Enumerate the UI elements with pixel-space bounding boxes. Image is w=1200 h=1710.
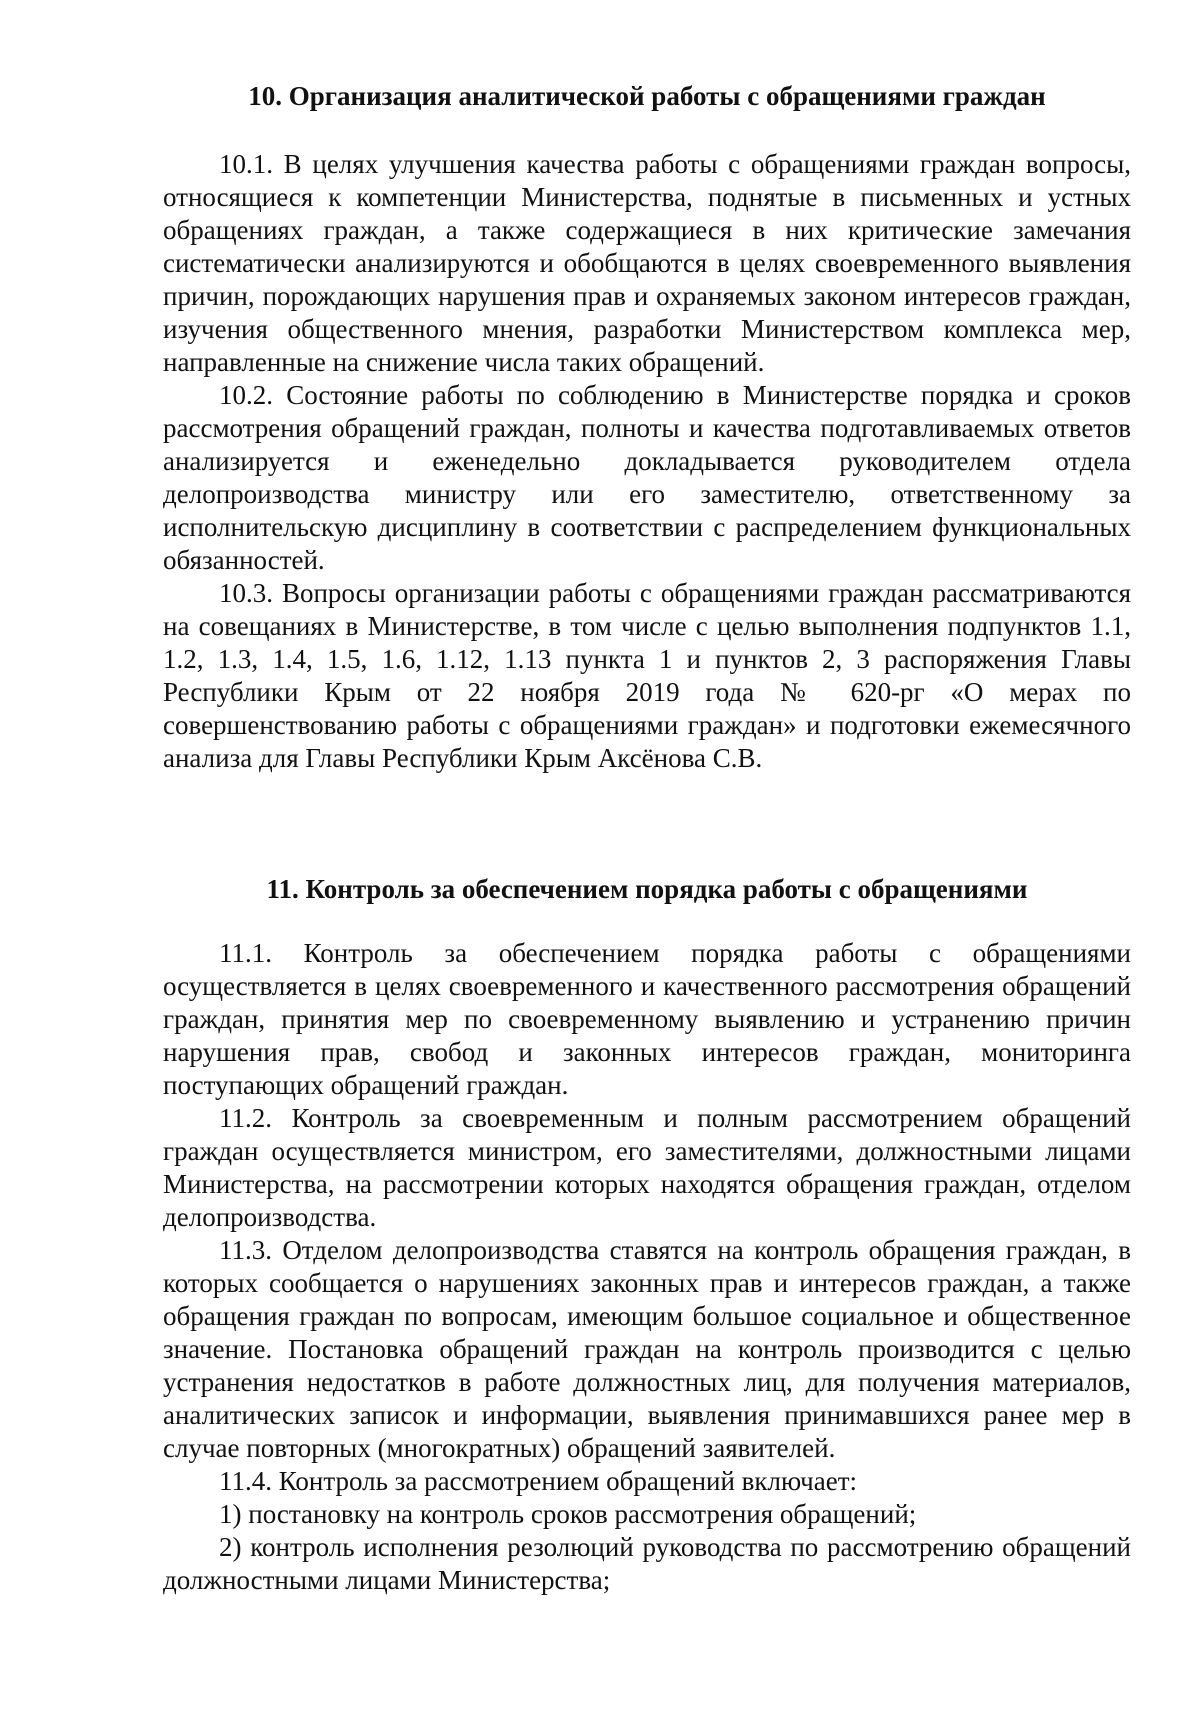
section-10-body: [163, 148, 1131, 775]
paragraph-11-3: 11.3. Отделом делопроизводства ставятся на контроль обращения граждан, в которых сообщается о нарушениях законных прав и интересов граждан, а также обращения граждан по вопросам, имеющим большое социальное и общественное значение. Постановка обращений граждан на контроль производится с целью устранения недостатков в работе должностных лиц, для получения материалов, аналитических записок и информации, выявления принимавшихся ранее мер в случае повторных (многократных) обращений заявителей.: [163, 1235, 1131, 1463]
section-11-heading: 11. Контроль за обеспечением порядка работы с обращениями: [266, 874, 1028, 904]
paragraph-11-4: 11.4. Контроль за рассмотрением обращений включает:: [219, 1466, 858, 1496]
section-10-heading: 10. Организация аналитической работы с обращениями граждан: [248, 81, 1046, 111]
section-11-body: [163, 937, 1131, 1597]
list-item-1: 1) постановку на контроль сроков рассмотрения обращений;: [219, 1499, 917, 1529]
paragraph-10-1: 10.1. В целях улучшения качества работы с обращениями граждан вопросы, относящиеся к компетенции Министерства, поднятые в письменных и устных обращениях граждан, а также содержащиеся в них критические замечания систематически анализируются и обобщаются в целях своевременного выявления причин, порождающих нарушения прав и охраняемых законом интересов граждан, изучения общественного мнения, разработки Министерством комплекса мер, направленные на снижение числа таких обращений.: [163, 149, 1131, 377]
paragraph-11-2: 11.2. Контроль за своевременным и полным рассмотрением обращений граждан осуществляется министром, его заместителями, должностными лицами Министерства, на рассмотрении которых находятся обращения граждан, отделом делопроизводства.: [163, 1103, 1131, 1232]
paragraph-11-1: 11.1. Контроль за обеспечением порядка работы с обращениями осуществляется в целях своевременного и качественного рассмотрения обращений граждан, принятия мер по своевременному выявлению и устранению причин нарушения прав, свобод и законных интересов граждан, мониторинга поступающих обращений граждан.: [163, 938, 1131, 1100]
list-item-2: 2) контроль исполнения резолюций руководства по рассмотрению обращений должностными лицами Министерства;: [163, 1532, 1131, 1595]
document-page: [163, 0, 1131, 1710]
paragraph-10-2: 10.2. Состояние работы по соблюдению в Министерстве порядка и сроков рассмотрения обращений граждан, полноты и качества подготавливаемых ответов анализируется и еженедельно докладывается руководителем отдела делопроизводства министру или его заместителю, ответственному за исполнительскую дисциплину в соответствии с распределением функциональных обязанностей.: [163, 380, 1131, 575]
paragraph-10-3: 10.3. Вопросы организации работы с обращениями граждан рассматриваются на совещаниях в Министерстве, в том числе с целью выполнения подпунктов 1.1, 1.2, 1.3, 1.4, 1.5, 1.6, 1.12, 1.13 пункта 1 и пунктов 2, 3 распоряжения Главы Республики Крым от 22 ноября 2019 года № 620-рг «О мерах по совершенствованию работы с обращениями граждан» и подготовки ежемесячного анализа для Главы Республики Крым Аксёнова С.В.: [163, 578, 1131, 773]
